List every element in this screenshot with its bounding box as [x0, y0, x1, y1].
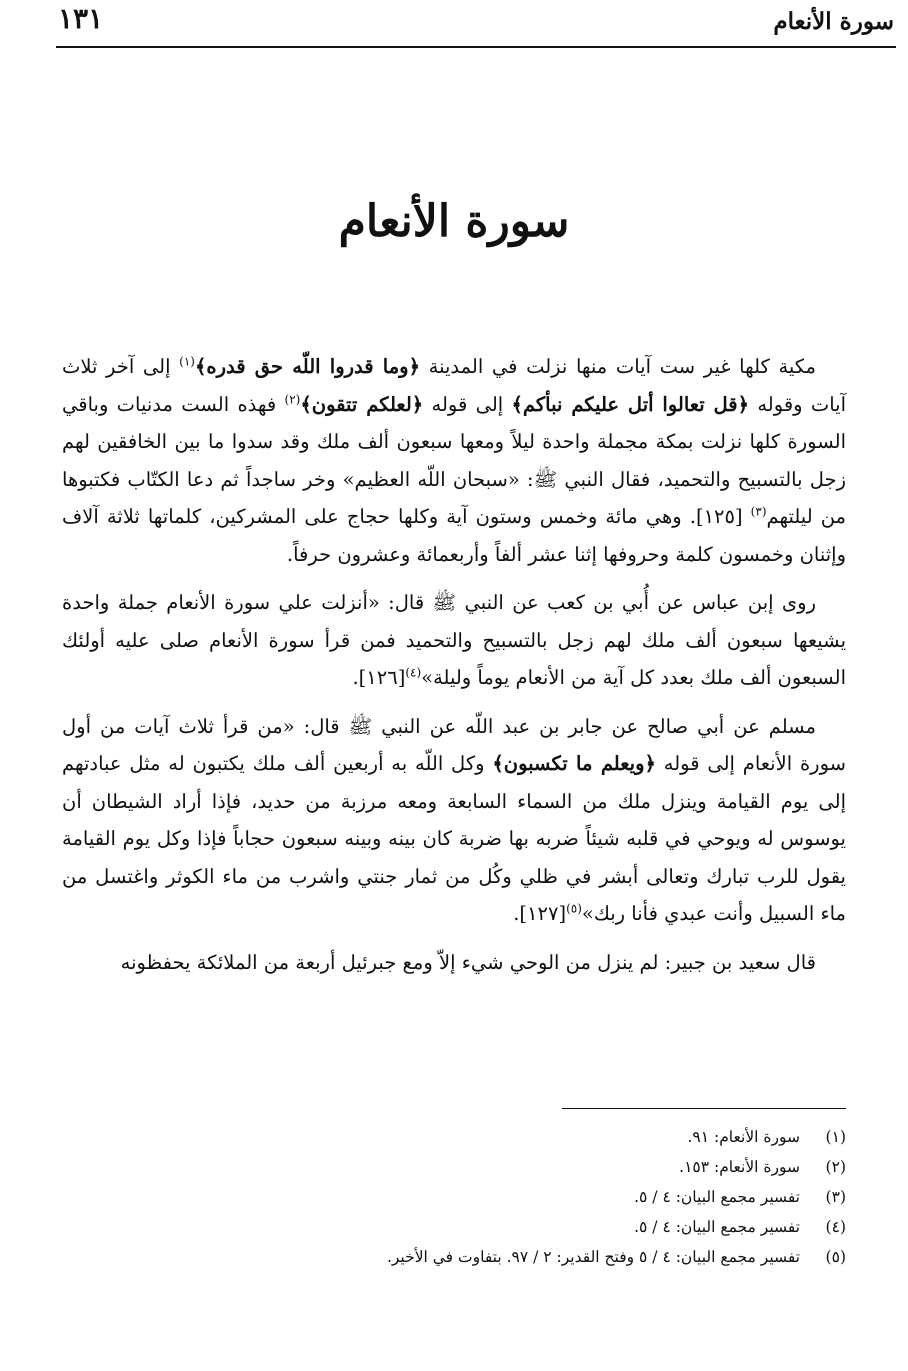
quran-verse: ﴿ويعلم ما تكسبون﴾ — [492, 752, 656, 775]
text-run: مسلم عن أبي صالح عن جابر بن عبد اللّه عن النبي ﷺ قال: «من قرأ ثلاث آيات من أول سورة الأنعام إلى قوله — [62, 714, 846, 775]
header-divider — [56, 46, 896, 48]
text-run: [١٢٦]. — [352, 666, 406, 689]
quran-verse: ﴿قل تعالوا أتل عليكم نبأكم﴾ — [511, 392, 750, 416]
footnote-number: (١) — [825, 1128, 846, 1146]
footnote-text: تفسير مجمع البيان: ٤ / ٥. — [634, 1188, 800, 1206]
footnote-number: (٥) — [825, 1248, 846, 1266]
text-run: [١٢٥]. وهي مائة وخمس وستون آية وكلها حجاج على المشركين، كلماتها ثلاثة آلاف وإثنان وخمسون كلمة وحروفها إثنا عشر ألفاً وأربعمائة وعشرون حرفاً. — [62, 505, 846, 566]
footnote-number: (٤) — [825, 1218, 846, 1236]
footnote-item — [62, 1212, 846, 1242]
text-run: فهذه الست مدنيات وباقي السورة كلها نزلت بمكة مجملة واحدة ليلاً ومعها سبعون ألف ملك وقد سدوا ما بين الخافقين لهم زجل بالتسبيح والتحميد، فقال النبي ﷺ: «سبحان اللّه العظيم» وخر ساجداً ثم دعا الكتّاب فكتبوها من ليلتهم — [62, 392, 846, 528]
footnote-text: تفسير مجمع البيان: ٤ / ٥ وفتح القدير: ٢ / ٩٧. بتفاوت في الأخير. — [386, 1248, 800, 1266]
quran-verse: ﴿وما قدروا اللّه حق قدره﴾ — [194, 355, 421, 378]
paragraph-3 — [62, 708, 846, 933]
running-header — [58, 0, 894, 44]
footnote-item — [62, 1182, 846, 1212]
footnote-divider — [562, 1108, 846, 1109]
footnote-number: (٣) — [825, 1188, 846, 1206]
footnote-marker: (٣) — [750, 504, 767, 519]
paragraph-2 — [62, 584, 846, 697]
page-number: ١٣١ — [58, 2, 104, 35]
footnote-marker: (٤) — [405, 665, 422, 680]
text-run: إلى قوله — [423, 392, 512, 416]
footnote-item — [62, 1152, 846, 1182]
text-run: إلى آخر ثلاث آيات وقوله — [62, 355, 846, 416]
footnote-text: تفسير مجمع البيان: ٤ / ٥. — [634, 1218, 800, 1236]
text-run: قال سعيد بن جبير: لم ينزل من الوحي شيء إلاّ ومع جبرئيل أربعة من الملائكة يحفظونه — [120, 950, 816, 974]
text-run: مكية كلها غير ست آيات منها نزلت في المدينة — [420, 355, 817, 378]
quran-verse: ﴿لعلكم تتقون﴾ — [300, 392, 424, 416]
footnote-marker: (١) — [179, 354, 195, 369]
text-run: روى إبن عباس عن أُبي بن كعب عن النبي ﷺ قال: «أنزلت علي سورة الأنعام جملة واحدة يشيعها سبعون ألف ملك لهم زجل بالتسبيح والتحميد فمن قرأ سورة الأنعام صلى عليه أولئك السبعون ألف ملك بعدد كل آية من الأنعام يوماً وليلة» — [62, 591, 846, 689]
footnote-item — [62, 1122, 846, 1152]
paragraph-4 — [62, 944, 846, 982]
chapter-title: سورة الأنعام — [338, 196, 570, 247]
footnotes — [62, 1122, 846, 1272]
footnote-marker: (٥) — [566, 901, 582, 916]
footnote-number: (٢) — [825, 1158, 846, 1176]
text-run: [١٢٧]. — [513, 902, 567, 925]
running-header-title: سورة الأنعام — [773, 8, 894, 35]
body-text — [62, 348, 846, 981]
footnote-text: سورة الأنعام: ٩١. — [687, 1128, 800, 1146]
text-run: وكل اللّه به أربعين ألف ملك يكتبون له مثل عبادتهم إلى يوم القيامة وينزل ملك من السماء السابعة ومعه مرزبة من حديد، فإذا أراد الشيطان أن يوسوس له ويوحي في قلبه شيئاً ضربه بها ضربة كان بينه وبينه سبعون حجاباً فإذا وكل يوم القيامة يقول للرب تبارك وتعالى أبشر في ظلي وكُل من ثمار جنتي واشرب من ماء الكوثر واغتسل من ماء السبيل وأنت عبدي فأنا ربك» — [62, 752, 846, 925]
footnote-item — [62, 1242, 846, 1272]
footnote-text: سورة الأنعام: ١٥٣. — [679, 1158, 800, 1176]
footnote-marker: (٢) — [284, 392, 301, 406]
paragraph-1 — [62, 348, 846, 573]
